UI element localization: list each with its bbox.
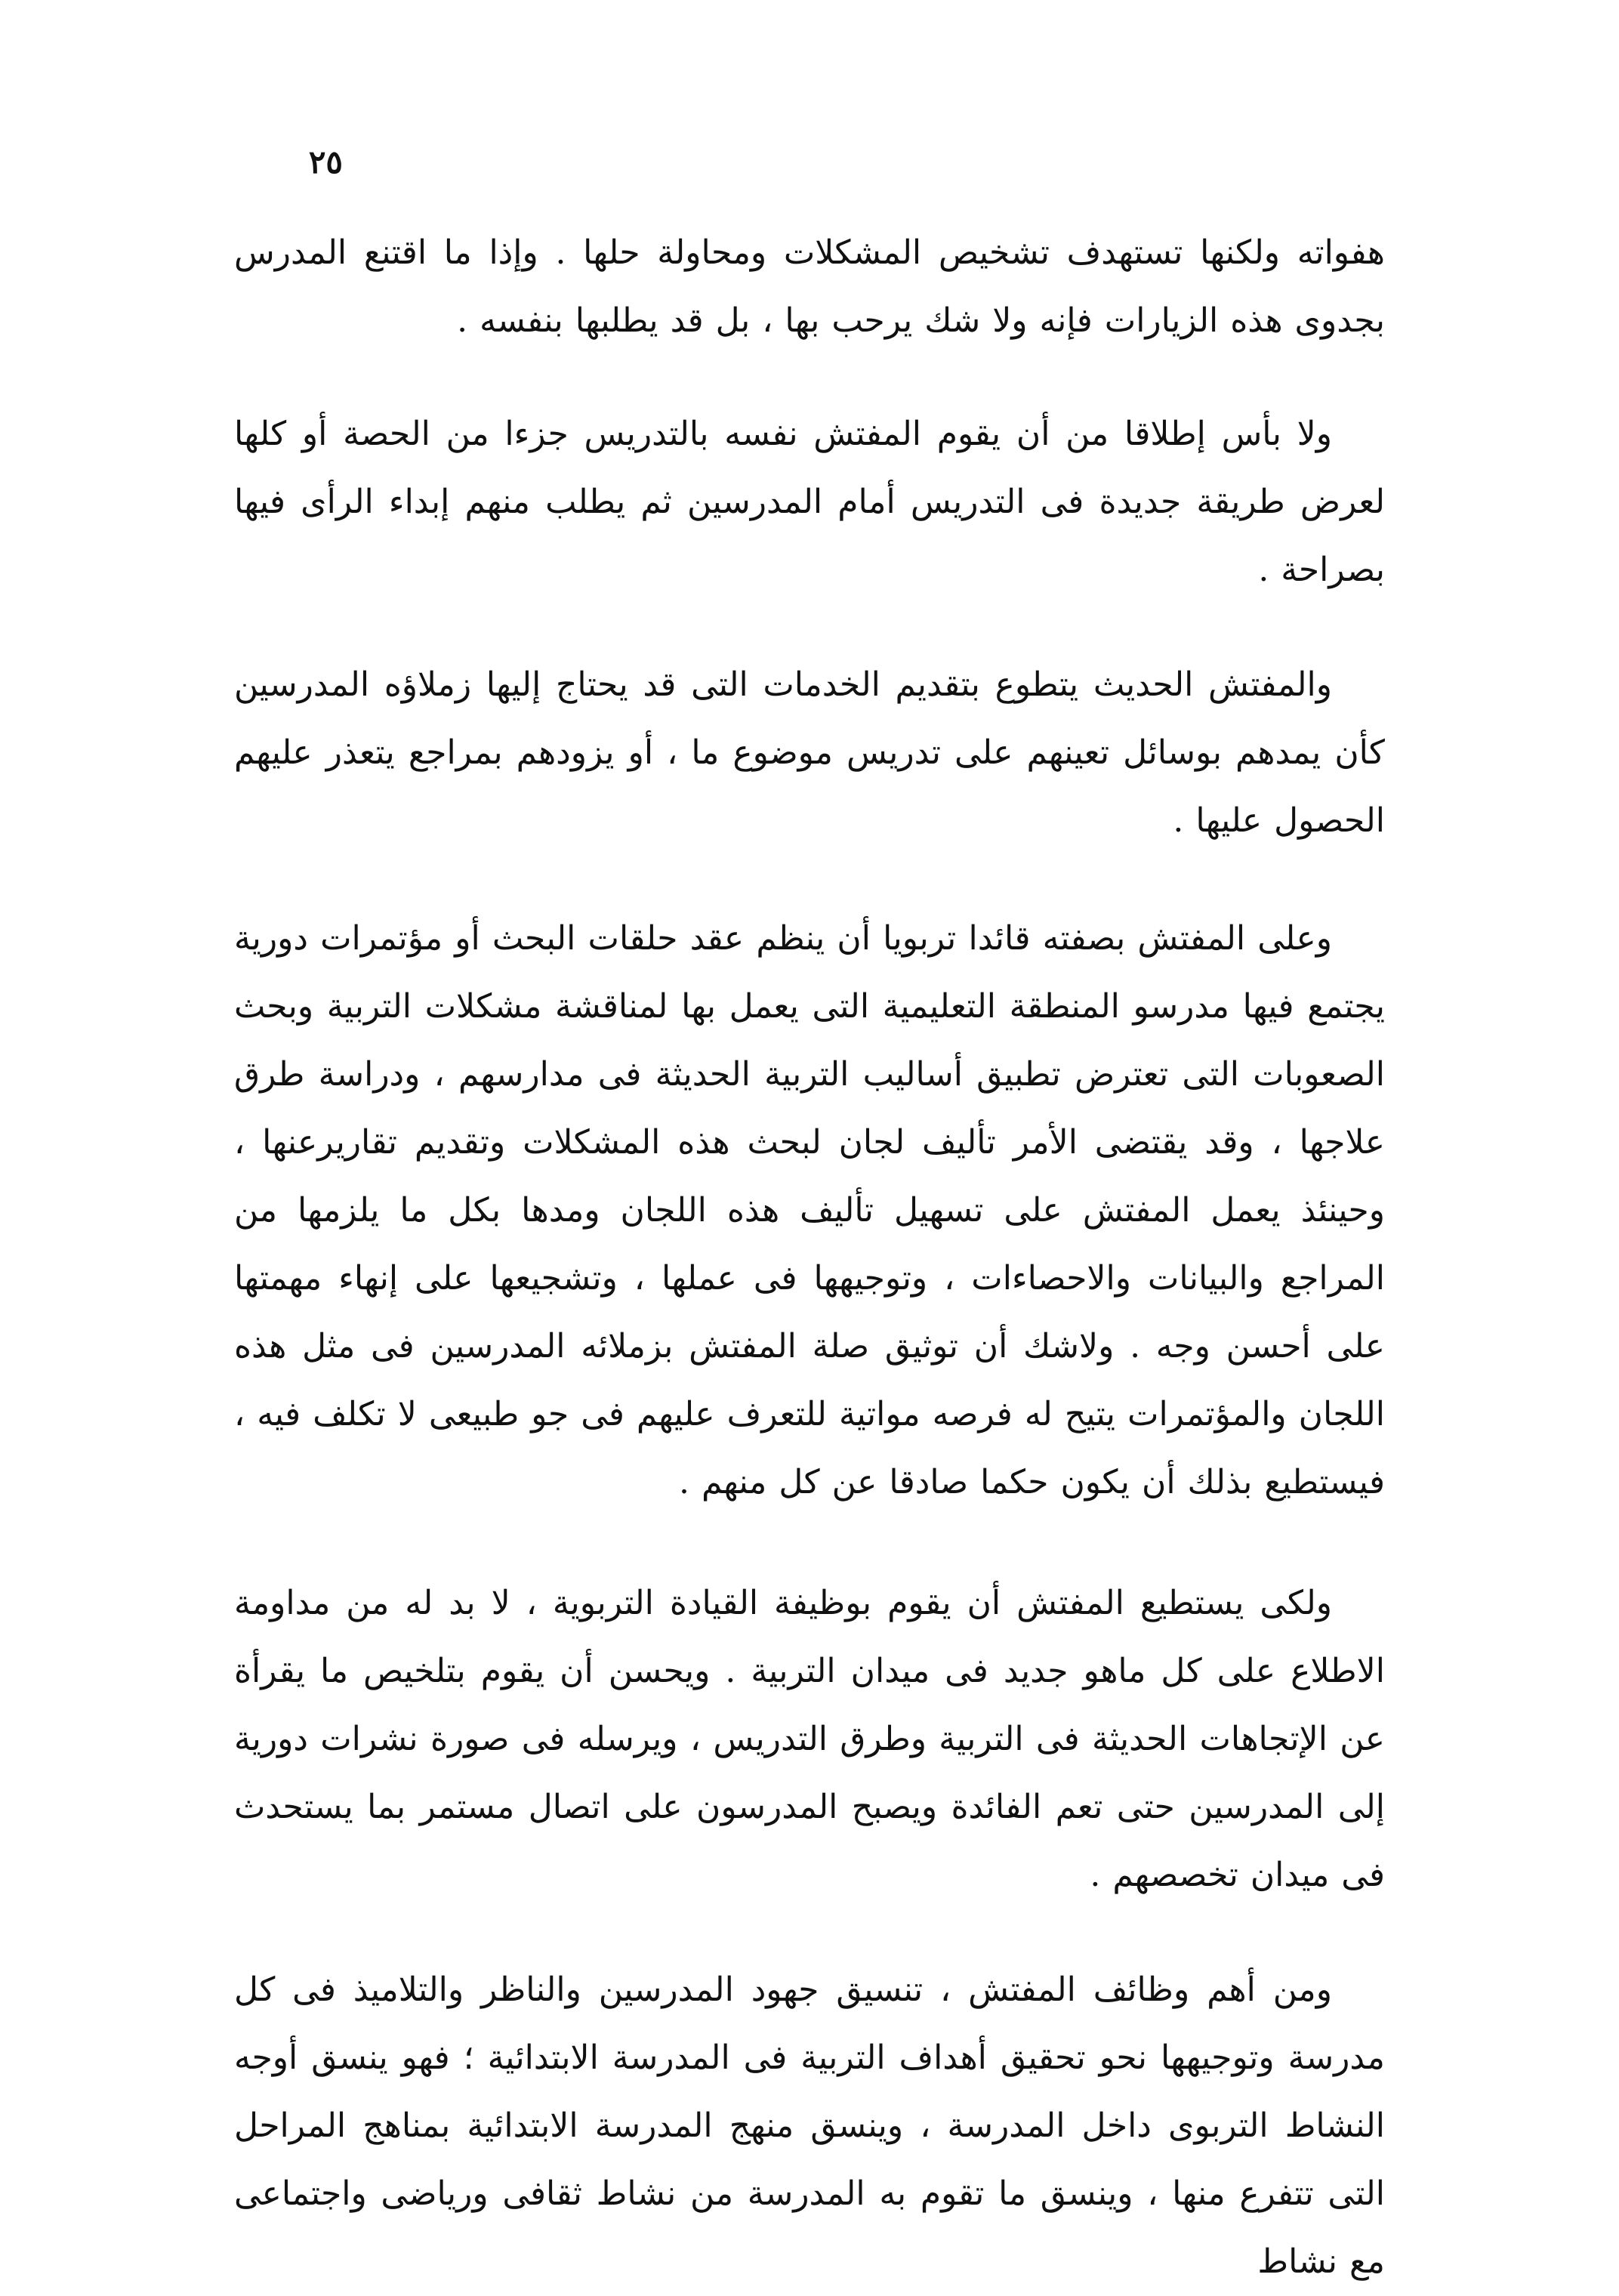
paragraph-4: وعلى المفتش بصفته قائدا تربويا أن ينظم عقد حلقات البحث أو مؤتمرات دورية يجتمع فيها مدرسو المنطقة التعليمية التى يعمل بها لمناقشة مشكلات التربية وبحث الصعوبات التى تعترض تطبيق أساليب التربية الحديثة فى مدارسهم ، ودراسة طرق علاجها ، وقد يقتضى الأمر تأليف لجان لبحث هذه المشكلات وتقديم تقاريرعنها ، وحينئذ يعمل المفتش على تسهيل تأليف هذه اللجان ومدها بكل ما يلزمها من المراجع والبيانات والاحصاءات ، وتوجيهها فى عملها ، وتشجيعها على إنهاء مهمتها على أحسن وجه . ولاشك أن توثيق صلة المفتش بزملائه المدرسين فى مثل هذه اللجان والمؤتمرات يتيح له فرصه مواتية للتعرف عليهم فى جو طبيعى لا تكلف فيه ، فيستطيع بذلك أن يكون حكما صادقا عن كل منهم . (234, 919, 1385, 1501)
page-number: ٢٥ (308, 144, 343, 181)
paragraph-3: والمفتش الحديث يتطوع بتقديم الخدمات التى قد يحتاج إليها زملاؤه المدرسين كأن يمدهم بوسائل تعينهم على تدريس موضوع ما ، أو يزودهم بمراجع يتعذر عليهم الحصول عليها . (234, 665, 1385, 840)
paragraph-2: ولا بأس إطلاقا من أن يقوم المفتش نفسه بالتدريس جزءا من الحصة أو كلها لعرض طريقة جديدة فى التدريس أمام المدرسين ثم يطلب منهم إبداء الرأى فيها بصراحة . (234, 415, 1385, 589)
paragraph-6: ومن أهم وظائف المفتش ، تنسيق جهود المدرسين والناظر والتلاميذ فى كل مدرسة وتوجيهها نحو تحقيق أهداف التربية فى المدرسة الابتدائية ؛ فهو ينسق أوجه النشاط التربوى داخل المدرسة ، وينسق منهج المدرسة الابتدائية بمناهج المراحل التى تتفرع منها ، وينسق ما تقوم به المدرسة من نشاط ثقافى ورياضى واجتماعى مع نشاط (234, 1970, 1385, 2281)
paragraph-1: هفواته ولكنها تستهدف تشخيص المشكلات ومحاولة حلها . وإذا ما اقتنع المدرس بجدوى هذه الزيارات فإنه ولا شك يرحب بها ، بل قد يطلبها بنفسه . (234, 233, 1385, 340)
paragraph-5: ولكى يستطيع المفتش أن يقوم بوظيفة القيادة التربوية ، لا بد له من مداومة الاطلاع على كل ماهو جديد فى ميدان التربية . ويحسن أن يقوم بتلخيص ما يقرأة عن الإتجاهات الحديثة فى التربية وطرق التدريس ، ويرسله فى صورة نشرات دورية إلى المدرسين حتى تعم الفائدة ويصبح المدرسون على اتصال مستمر بما يستحدث فى ميدان تخصصهم . (234, 1584, 1386, 1894)
body-text (234, 219, 1385, 2296)
